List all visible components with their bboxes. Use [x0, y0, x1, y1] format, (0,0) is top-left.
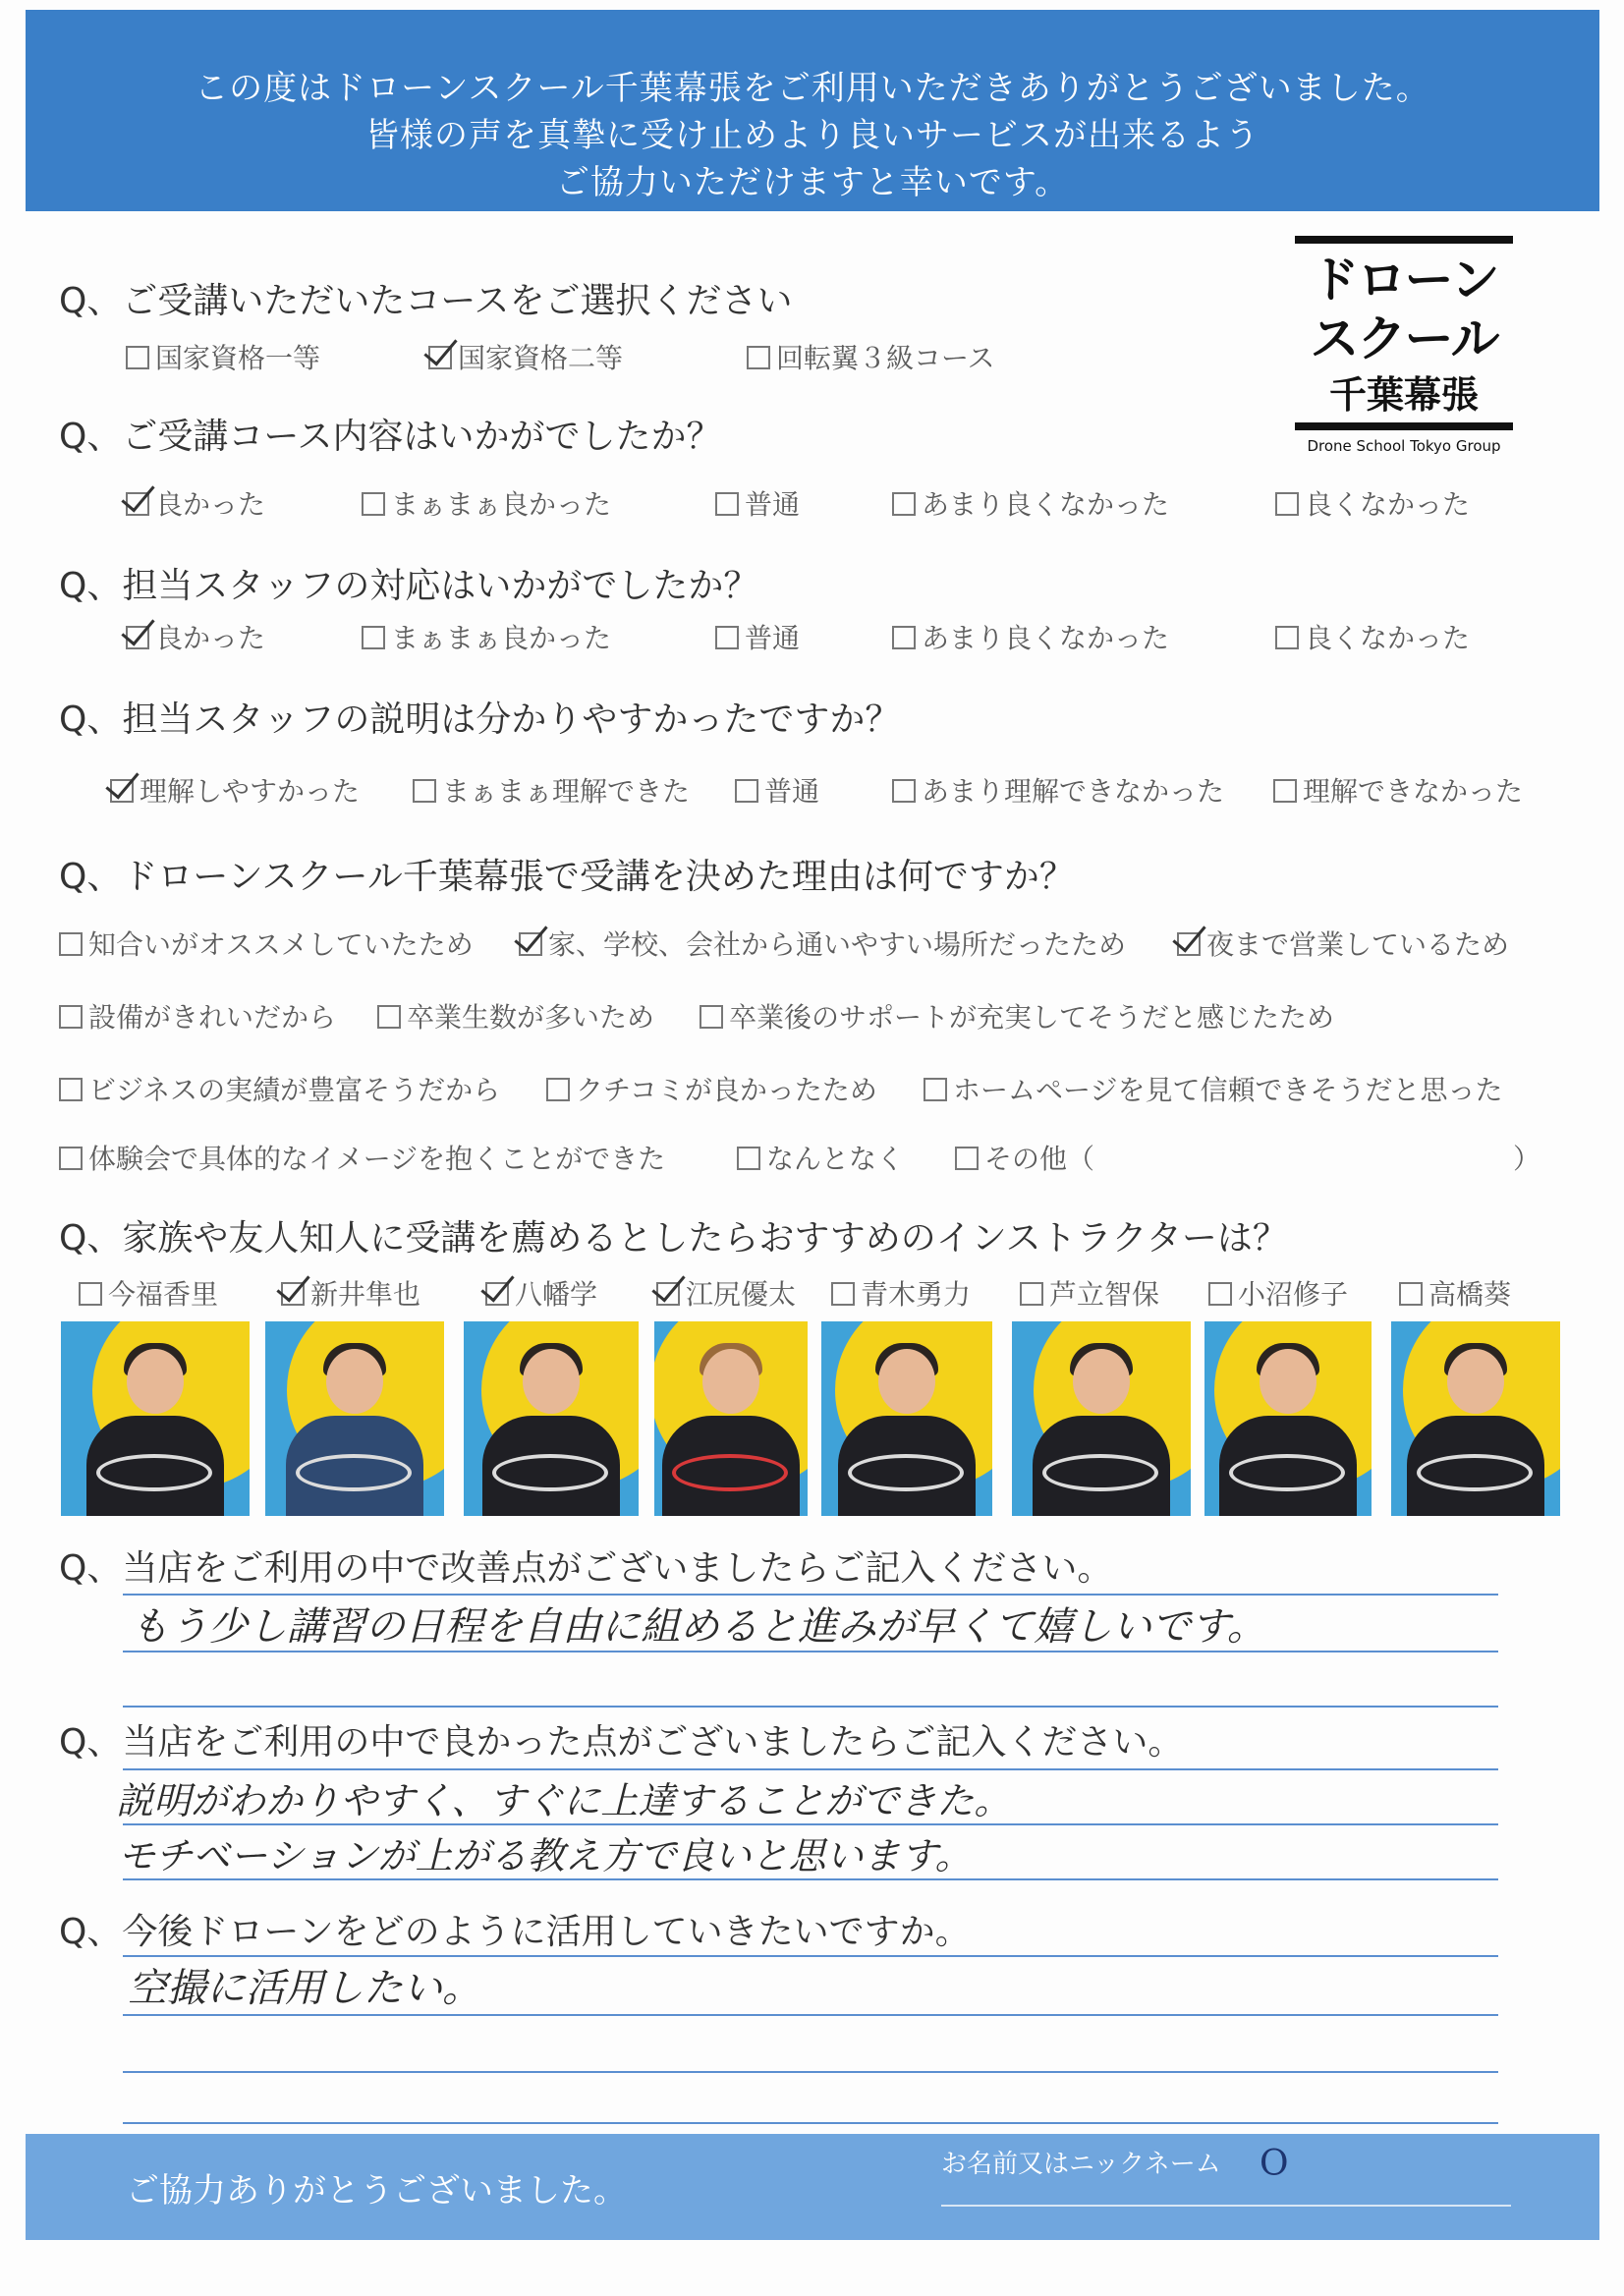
option-explanation-2[interactable]: まぁまぁ理解できた: [413, 770, 690, 810]
checkbox[interactable]: [831, 1282, 855, 1306]
question-staff-response: Q、担当スタッフの対応はいかがでしたか？: [59, 566, 759, 606]
option-explanation-1[interactable]: 理解しやすかった: [110, 770, 360, 810]
checkbox[interactable]: [735, 779, 758, 803]
checkbox[interactable]: [924, 1078, 947, 1101]
checkbox[interactable]: [59, 1147, 83, 1170]
option-explanation-4[interactable]: あまり理解できなかった: [892, 770, 1224, 810]
header-line-3: ご協力いただけますと幸いです。: [555, 163, 1070, 202]
checkbox[interactable]: [892, 626, 916, 649]
option-reason-8[interactable]: クチコミが良かったため: [546, 1069, 877, 1108]
checkbox[interactable]: [413, 779, 436, 803]
option-reason-6[interactable]: 卒業後のサポートが充実してそうだと感じたため: [700, 996, 1334, 1036]
answer-rule: [123, 1878, 1498, 1880]
checkbox[interactable]: [546, 1078, 570, 1101]
checkbox[interactable]: [715, 626, 739, 649]
answer-rule: [123, 2122, 1498, 2124]
answer-rule: [123, 1706, 1498, 1708]
checkbox[interactable]: [1208, 1282, 1232, 1306]
checkbox[interactable]: [700, 1005, 723, 1029]
option-reason-11[interactable]: なんとなく: [737, 1138, 904, 1177]
instructor-option-4[interactable]: 江尻優太: [656, 1273, 796, 1313]
instructor-option-5[interactable]: 青木勇力: [831, 1273, 971, 1313]
header-banner: [26, 10, 1599, 211]
option-content-1[interactable]: 良かった: [126, 483, 265, 523]
instructor-option-2[interactable]: 新井隼也: [281, 1273, 420, 1313]
instructor-photo-4: [654, 1321, 808, 1516]
option-reason-5[interactable]: 卒業生数が多いため: [377, 996, 654, 1036]
option-reason-10[interactable]: 体験会で具体的なイメージを抱くことができた: [59, 1138, 665, 1177]
checkbox-checked[interactable]: [485, 1282, 509, 1306]
answer-improvements-line-1: もう少し講習の日程を自由に組めると進みが早くて嬉しいです。: [130, 1604, 1266, 1650]
answer-rule: [123, 2071, 1498, 2073]
instructor-option-6[interactable]: 芦立智保: [1020, 1273, 1159, 1313]
logo-top-bar: [1295, 236, 1513, 244]
checkbox[interactable]: [1275, 492, 1299, 516]
checkbox[interactable]: [1273, 779, 1297, 803]
checkbox-checked[interactable]: [281, 1282, 305, 1306]
option-response-2[interactable]: まぁまぁ良かった: [362, 617, 611, 656]
option-reason-4[interactable]: 設備がきれいだから: [59, 996, 336, 1036]
checkbox-checked[interactable]: [656, 1282, 680, 1306]
instructor-photo-2: [265, 1321, 444, 1516]
option-content-3[interactable]: 普通: [715, 483, 800, 523]
checkbox[interactable]: [955, 1147, 979, 1170]
footer-thanks: ご協力ありがとうございました。: [126, 2171, 627, 2211]
option-reason-9[interactable]: ホームページを見て信頼できそうだと思った: [924, 1069, 1502, 1108]
name-field-line: [941, 2205, 1511, 2207]
header-line-1: この度はドローンスクール千葉幕張をご利用いただきありがとうございました。: [195, 69, 1430, 108]
school-logo: [1295, 236, 1513, 455]
option-reason-2[interactable]: 家、学校、会社から通いやすい場所だったため: [519, 924, 1126, 963]
option-response-1[interactable]: 良かった: [126, 617, 265, 656]
option-course-1[interactable]: 国家資格一等: [126, 337, 320, 376]
option-explanation-5[interactable]: 理解できなかった: [1273, 770, 1523, 810]
checkbox[interactable]: [126, 346, 149, 369]
checkbox-checked[interactable]: [1177, 932, 1201, 956]
logo-line-3: 千葉幕張: [1328, 373, 1479, 417]
option-course-2[interactable]: 国家資格二等: [428, 337, 623, 376]
answer-rule: [123, 2014, 1498, 2016]
checkbox-checked[interactable]: [519, 932, 542, 956]
question-explanation: Q、担当スタッフの説明は分かりやすかったですか？: [59, 700, 901, 740]
option-reason-3[interactable]: 夜まで営業しているため: [1177, 924, 1509, 963]
checkbox[interactable]: [737, 1147, 760, 1170]
instructor-photo-8: [1391, 1321, 1560, 1516]
answer-good-points-line-1: 説明がわかりやすく、すぐに上達することができた。: [116, 1779, 1012, 1822]
option-reason-1[interactable]: 知合いがオススメしていたため: [59, 924, 474, 963]
option-content-4[interactable]: あまり良くなかった: [892, 483, 1169, 523]
answer-good-points-line-2: モチベーションが上がる教え方で良いと思います。: [118, 1834, 973, 1877]
logo-line-2: スクール: [1310, 310, 1498, 367]
option-response-3[interactable]: 普通: [715, 617, 800, 656]
option-course-3[interactable]: 回転翼３級コース: [747, 337, 995, 376]
checkbox[interactable]: [747, 346, 770, 369]
question-reason: Q、ドローンスクール千葉幕張で受講を決めた理由は何ですか？: [59, 857, 1075, 897]
option-content-5[interactable]: 良くなかった: [1275, 483, 1470, 523]
checkbox-checked[interactable]: [428, 346, 452, 369]
checkbox[interactable]: [59, 1005, 83, 1029]
instructor-photo-7: [1204, 1321, 1372, 1516]
checkbox[interactable]: [715, 492, 739, 516]
question-good-points: Q、当店をご利用の中で良かった点がございましたらご記入ください。: [59, 1722, 1184, 1763]
name-field-label: お名前又はニックネーム: [941, 2150, 1221, 2179]
option-explanation-3[interactable]: 普通: [735, 770, 819, 810]
option-reason-7[interactable]: ビジネスの実績が豊富そうだから: [59, 1069, 500, 1108]
checkbox[interactable]: [59, 932, 83, 956]
instructor-option-8[interactable]: 高橋葵: [1399, 1273, 1511, 1313]
checkbox[interactable]: [59, 1078, 83, 1101]
checkbox[interactable]: [362, 492, 385, 516]
checkbox[interactable]: [892, 492, 916, 516]
instructor-photo-5: [821, 1321, 992, 1516]
checkbox[interactable]: [377, 1005, 401, 1029]
question-instructor: Q、家族や友人知人に受講を薦めるとしたらおすすめのインストラクターは？: [59, 1218, 1288, 1259]
question-future-use: Q、今後ドローンをどのように活用していきたいですか。: [59, 1912, 971, 1952]
option-response-5[interactable]: 良くなかった: [1275, 617, 1470, 656]
checkbox-checked[interactable]: [126, 626, 149, 649]
logo-tagline: Drone School Tokyo Group: [1307, 437, 1501, 455]
checkbox[interactable]: [1399, 1282, 1423, 1306]
option-response-4[interactable]: あまり良くなかった: [892, 617, 1169, 656]
question-improvements: Q、当店をご利用の中で改善点がございましたらご記入ください。: [59, 1548, 1113, 1589]
instructor-photo-1: [61, 1321, 250, 1516]
instructor-option-7[interactable]: 小沼修子: [1208, 1273, 1348, 1313]
option-reason-other[interactable]: その他（: [955, 1138, 1094, 1177]
logo-line-1: ドローン: [1310, 252, 1498, 308]
checkbox[interactable]: [892, 779, 916, 803]
option-content-2[interactable]: まぁまぁ良かった: [362, 483, 611, 523]
checkbox[interactable]: [1020, 1282, 1043, 1306]
logo-bottom-bar: [1295, 422, 1513, 430]
checkbox[interactable]: [362, 626, 385, 649]
instructor-option-1[interactable]: 今福香里: [79, 1273, 218, 1313]
instructor-photo-3: [464, 1321, 639, 1516]
checkbox-checked[interactable]: [110, 779, 134, 803]
question-content: Q、ご受講コース内容はいかがでしたか？: [59, 417, 722, 457]
checkbox-checked[interactable]: [126, 492, 149, 516]
instructor-photo-6: [1012, 1321, 1191, 1516]
answer-rule: [123, 1651, 1498, 1652]
instructor-option-3[interactable]: 八幡学: [485, 1273, 597, 1313]
name-field-value[interactable]: O: [1260, 2144, 1289, 2184]
checkbox[interactable]: [79, 1282, 102, 1306]
footer-banner: [26, 2134, 1599, 2240]
answer-future-use-line-1: 空撮に活用したい。: [128, 1966, 481, 2011]
checkbox[interactable]: [1275, 626, 1299, 649]
other-close-paren: ）: [1513, 1143, 1541, 1175]
header-line-2: 皆様の声を真摯に受け止めより良いサービスが出来るよう: [365, 116, 1260, 155]
question-course: Q、ご受講いただいたコースをご選択ください: [59, 281, 793, 321]
